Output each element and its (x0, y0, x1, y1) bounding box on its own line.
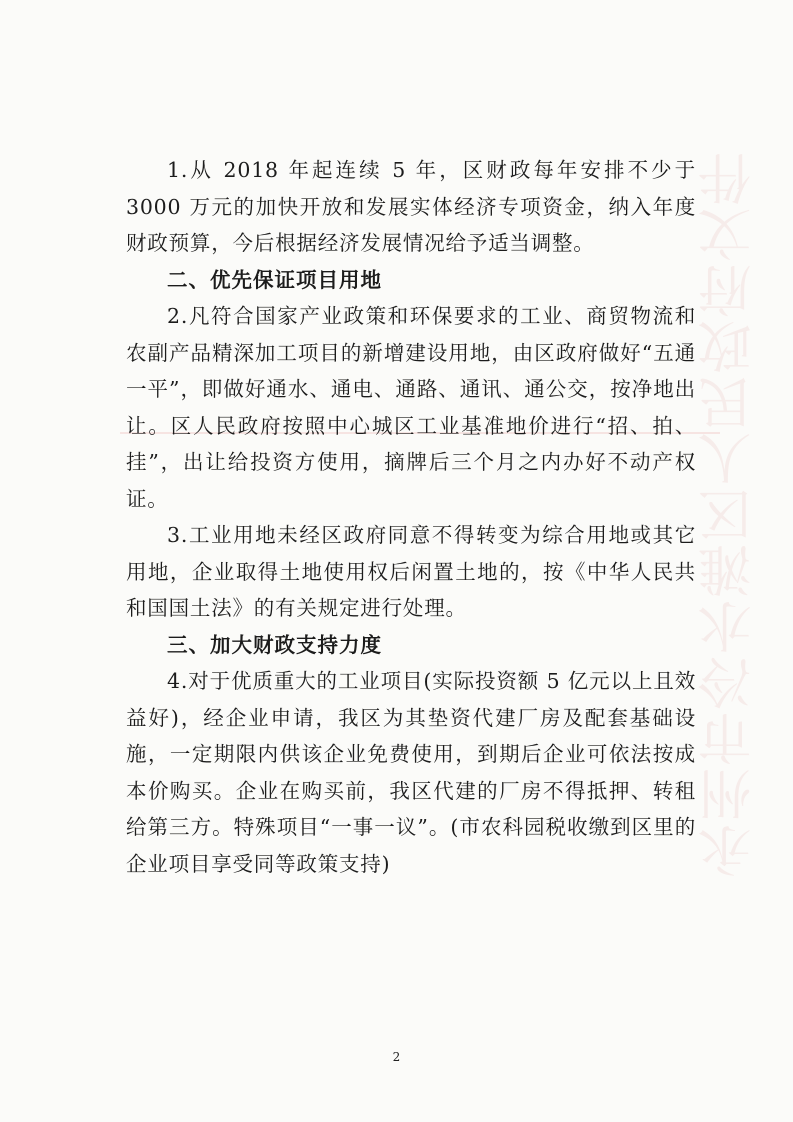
paragraph-item-2: 2.凡符合国家产业政策和环保要求的工业、商贸物流和农副产品精深加工项目的新增建设用地，由区政府做好“五通一平”，即做好通水、通电、通路、通讯、通公交，按净地出让。区人民政府按照中心城区工业基准地价进行“招、拍、挂”，出让给投资方使用，摘牌后三个月之内办好不动产权证。 (126, 304, 696, 511)
paragraph-item-4: 4.对于优质重大的工业项目(实际投资额 5 亿元以上且效益好)，经企业申请，我区为其垫资代建厂房及配套基础设施，一定期限内供该企业免费使用，到期后企业可依法按成本价购买。企业在购买前，我区代建的厂房不得抵押、转租给第三方。特殊项目“一事一议”。(市农科园税收缴到区里的企业项目享受同等政策支持) (126, 669, 696, 876)
page-number: 2 (392, 1050, 401, 1064)
document-body (126, 152, 696, 882)
section-heading-finance: 三、加大财政支持力度 (167, 632, 382, 657)
reverse-side-bleed-through: 永州市冷水滩区人民政府文件 (697, 150, 760, 878)
paragraph-item-1: 1.从 2018 年起连续 5 年，区财政每年安排不少于 3000 万元的加快开放和发展实体经济专项资金，纳入年度财政预算，今后根据经济发展情况给予适当调整。 (126, 158, 696, 255)
section-heading-land: 二、优先保证项目用地 (167, 267, 382, 292)
paragraph-item-3: 3.工业用地未经区政府同意不得转变为综合用地或其它用地，企业取得土地使用权后闲置土地的，按《中华人民共和国国土法》的有关规定进行处理。 (126, 523, 696, 620)
